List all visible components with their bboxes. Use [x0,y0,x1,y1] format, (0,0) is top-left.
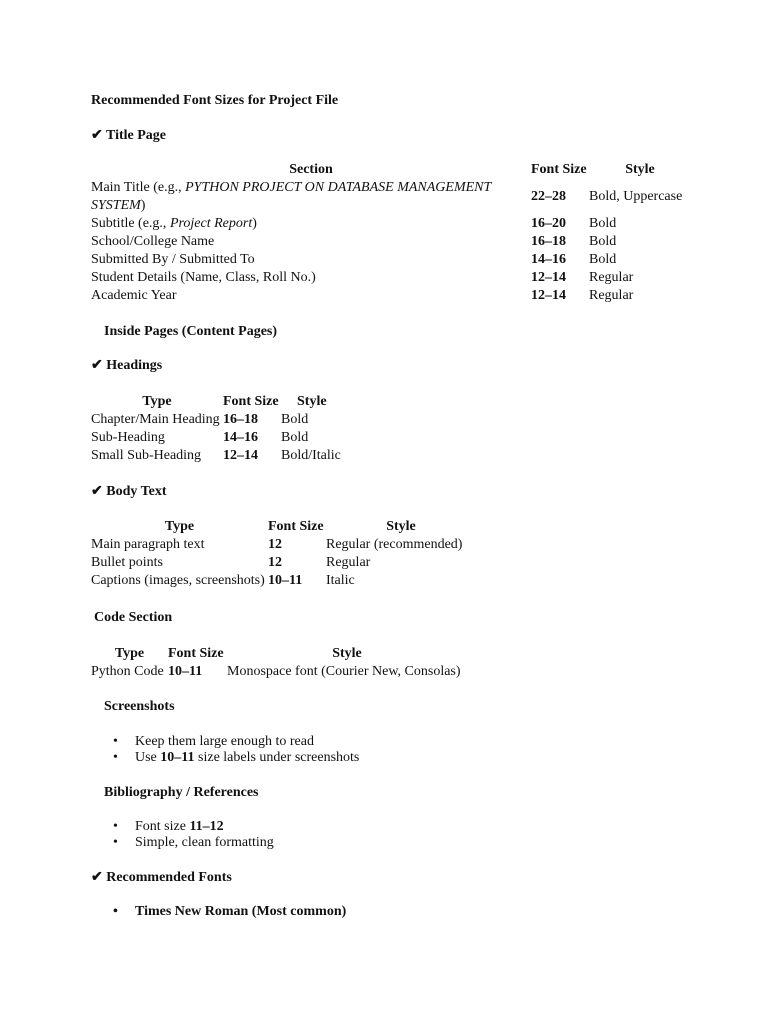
col-header-font-size: Font Size [531,162,587,177]
font-size-cell: 12–14 [223,448,258,463]
style-cell: Italic [326,573,355,588]
font-size-cell: 14–16 [223,430,258,445]
title-page-table [91,161,691,305]
list-item: • Keep them large enough to read [91,734,359,750]
table-row [91,447,351,465]
table-row [91,251,691,269]
style-cell: Bold [589,252,617,267]
style-cell: Bold, Uppercase [589,189,683,204]
style-cell: Monospace font (Courier New, Consolas) [227,664,461,679]
table-row [91,287,691,305]
style-cell: Regular (recommended) [326,537,463,552]
table-row [91,215,691,233]
font-size-cell: 16–20 [531,216,566,231]
body-text-table [91,518,476,590]
col-header-style: Style [386,519,416,534]
type-cell: Python Code [91,664,164,679]
table-header-row [91,393,351,411]
style-cell: Bold/Italic [281,448,341,463]
screenshots-heading: Screenshots [104,699,175,714]
style-cell: Bold [589,234,617,249]
table-row [91,269,691,287]
type-cell: Main paragraph text [91,537,205,552]
table-row [91,411,351,429]
table-header-row [91,645,467,663]
col-header-font-size: Font Size [223,394,279,409]
table-row [91,572,476,590]
font-size-cell: 22–28 [531,189,566,204]
type-cell: Chapter/Main Heading [91,412,220,427]
col-header-style: Style [332,646,362,661]
section-cell: Student Details (Name, Class, Roll No.) [91,270,316,285]
table-row [91,663,467,681]
list-item: • Simple, clean formatting [91,835,274,851]
section-cell: Main Title (e.g., PYTHON PROJECT ON DATABASE MANAGEMENT SYSTEM) [91,180,492,213]
screenshots-list [91,734,359,766]
type-cell: Sub-Heading [91,430,165,445]
list-item: • Font size 11–12 [91,819,274,835]
headings-table [91,393,351,465]
title-page-heading: ✔ Title Page [91,128,166,143]
table-row [91,429,351,447]
table-row [91,554,476,572]
inside-pages-heading: Inside Pages (Content Pages) [104,324,278,339]
style-cell: Regular [589,270,634,285]
style-cell: Regular [326,555,371,570]
list-item: • Times New Roman (Most common) [91,904,346,920]
recommended-fonts-list [91,904,346,920]
section-cell: School/College Name [91,234,215,249]
headings-heading: ✔ Headings [91,358,163,373]
col-header-style: Style [625,162,655,177]
table-header-row [91,518,476,536]
font-size-cell: 12–14 [531,288,566,303]
style-cell: Bold [281,430,309,445]
style-cell: Regular [589,288,634,303]
font-size-cell: 12 [268,537,282,552]
font-size-cell: 14–16 [531,252,566,267]
style-cell: Bold [589,216,617,231]
body-text-heading: ✔ Body Text [91,484,167,499]
col-header-font-size: Font Size [168,646,224,661]
code-section-heading: Code Section [94,610,173,625]
section-cell: Academic Year [91,288,177,303]
recommended-fonts-heading: ✔ Recommended Fonts [91,870,232,885]
table-header-row [91,161,691,179]
type-cell: Small Sub-Heading [91,448,202,463]
bibliography-heading: Bibliography / References [104,785,259,800]
section-cell: Submitted By / Submitted To [91,252,255,267]
font-size-cell: 10–11 [268,573,303,588]
code-section-table [91,645,467,681]
col-header-style: Style [297,394,327,409]
type-cell: Captions (images, screenshots) [91,573,265,588]
type-cell: Bullet points [91,555,163,570]
font-size-cell: 16–18 [531,234,566,249]
style-cell: Bold [281,412,309,427]
list-item: • Use 10–11 size labels under screenshots [91,750,359,766]
bibliography-list [91,819,274,851]
font-size-cell: 12–14 [531,270,566,285]
col-header-type: Type [142,394,172,409]
table-row [91,179,691,215]
section-cell: Subtitle (e.g., Project Report) [91,216,257,231]
col-header-font-size: Font Size [268,519,324,534]
table-row [91,536,476,554]
document-title: Recommended Font Sizes for Project File [91,93,339,108]
col-header-section: Section [289,162,333,177]
col-header-type: Type [164,519,195,534]
col-header-type: Type [114,646,145,661]
font-size-cell: 16–18 [223,412,258,427]
table-row [91,233,691,251]
font-size-cell: 10–11 [168,664,203,679]
font-size-cell: 12 [268,555,282,570]
